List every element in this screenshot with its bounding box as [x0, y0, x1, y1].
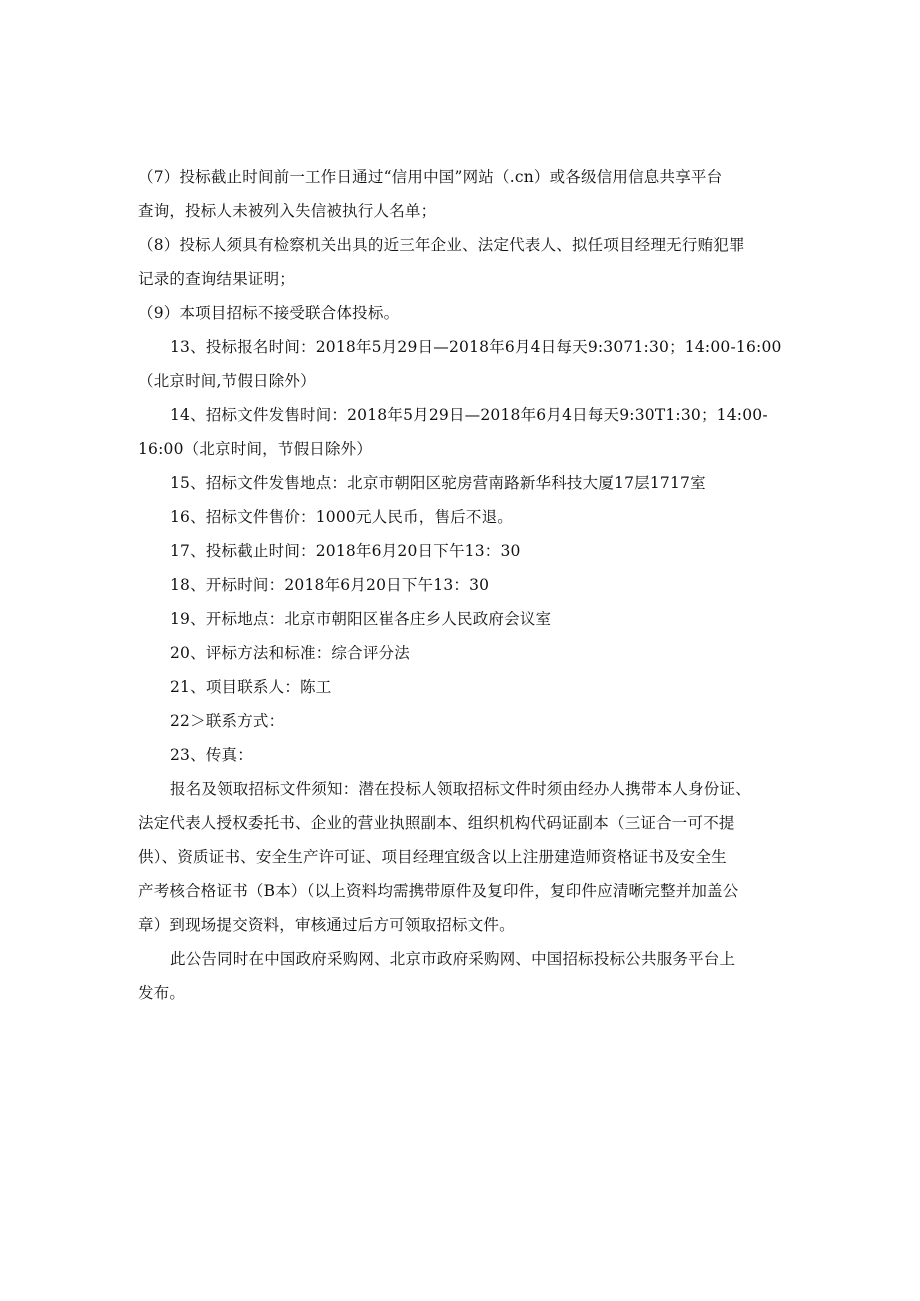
text-line: 13、投标报名时间：2018年5月29日—2018年6月4日每天9:3071:30；14:00-16:00 [170, 338, 782, 356]
text-line: 产考核合格证书（B本）（以上资料均需携带原件及复印件，复印件应清晰完整并加盖公 [138, 882, 739, 900]
text-line: 法定代表人授权委托书、企业的营业执照副本、组织机构代码证副本（三证合一可不提 [138, 814, 735, 832]
text-line: （9）本项目招标不接受联合体投标。 [138, 304, 400, 322]
text-line: （7）投标截止时间前一工作日通过“信用中国”网站（.cn）或各级信用信息共享平台 [138, 168, 723, 186]
text-line: 供）、资质证书、安全生产许可证、项目经理宜级含以上注册建造师资格证书及安全生 [138, 848, 727, 866]
text-line: 15、招标文件发售地点：北京市朝阳区驼房营南路新华科技大厦17层1717室 [170, 474, 706, 492]
text-line: 22＞联系方式： [170, 712, 285, 730]
text-line: （8）投标人须具有检察机关出具的近三年企业、法定代表人、拟任项目经理无行贿犯罪 [138, 236, 745, 254]
text-line: 报名及领取招标文件须知：潜在投标人领取招标文件时须由经办人携带本人身份证、 [170, 780, 751, 798]
text-line: 20、评标方法和标准：综合评分法 [170, 644, 410, 662]
text-line: 章）到现场提交资料，审核通过后方可领取招标文件。 [138, 916, 515, 934]
text-line: 查询，投标人未被列入失信被执行人名单； [138, 202, 437, 220]
text-line: 23、传真： [170, 746, 253, 764]
text-line: 记录的查询结果证明； [138, 270, 296, 288]
text-line: 此公告同时在中国政府采购网、北京市政府采购网、中国招标投标公共服务平台上 [170, 950, 736, 968]
document-body [138, 160, 788, 1010]
text-line: （北京时间,节假日除外） [138, 372, 316, 390]
text-line: 16:00（北京时间，节假日除外） [138, 440, 373, 458]
text-line: 16、招标文件售价：1000元人民币，售后不退。 [170, 508, 513, 526]
text-line: 17、投标截止时间：2018年6月20日下午13：30 [170, 542, 521, 560]
text-line: 14、招标文件发售时间：2018年5月29日—2018年6月4日每天9:30T1:30；14:00- [170, 406, 768, 424]
text-line: 21、项目联系人：陈工 [170, 678, 332, 696]
text-line: 18、开标时间：2018年6月20日下午13：30 [170, 576, 490, 594]
text-line: 发布。 [138, 984, 186, 1002]
text-line: 19、开标地点：北京市朝阳区崔各庄乡人民政府会议室 [170, 610, 552, 628]
